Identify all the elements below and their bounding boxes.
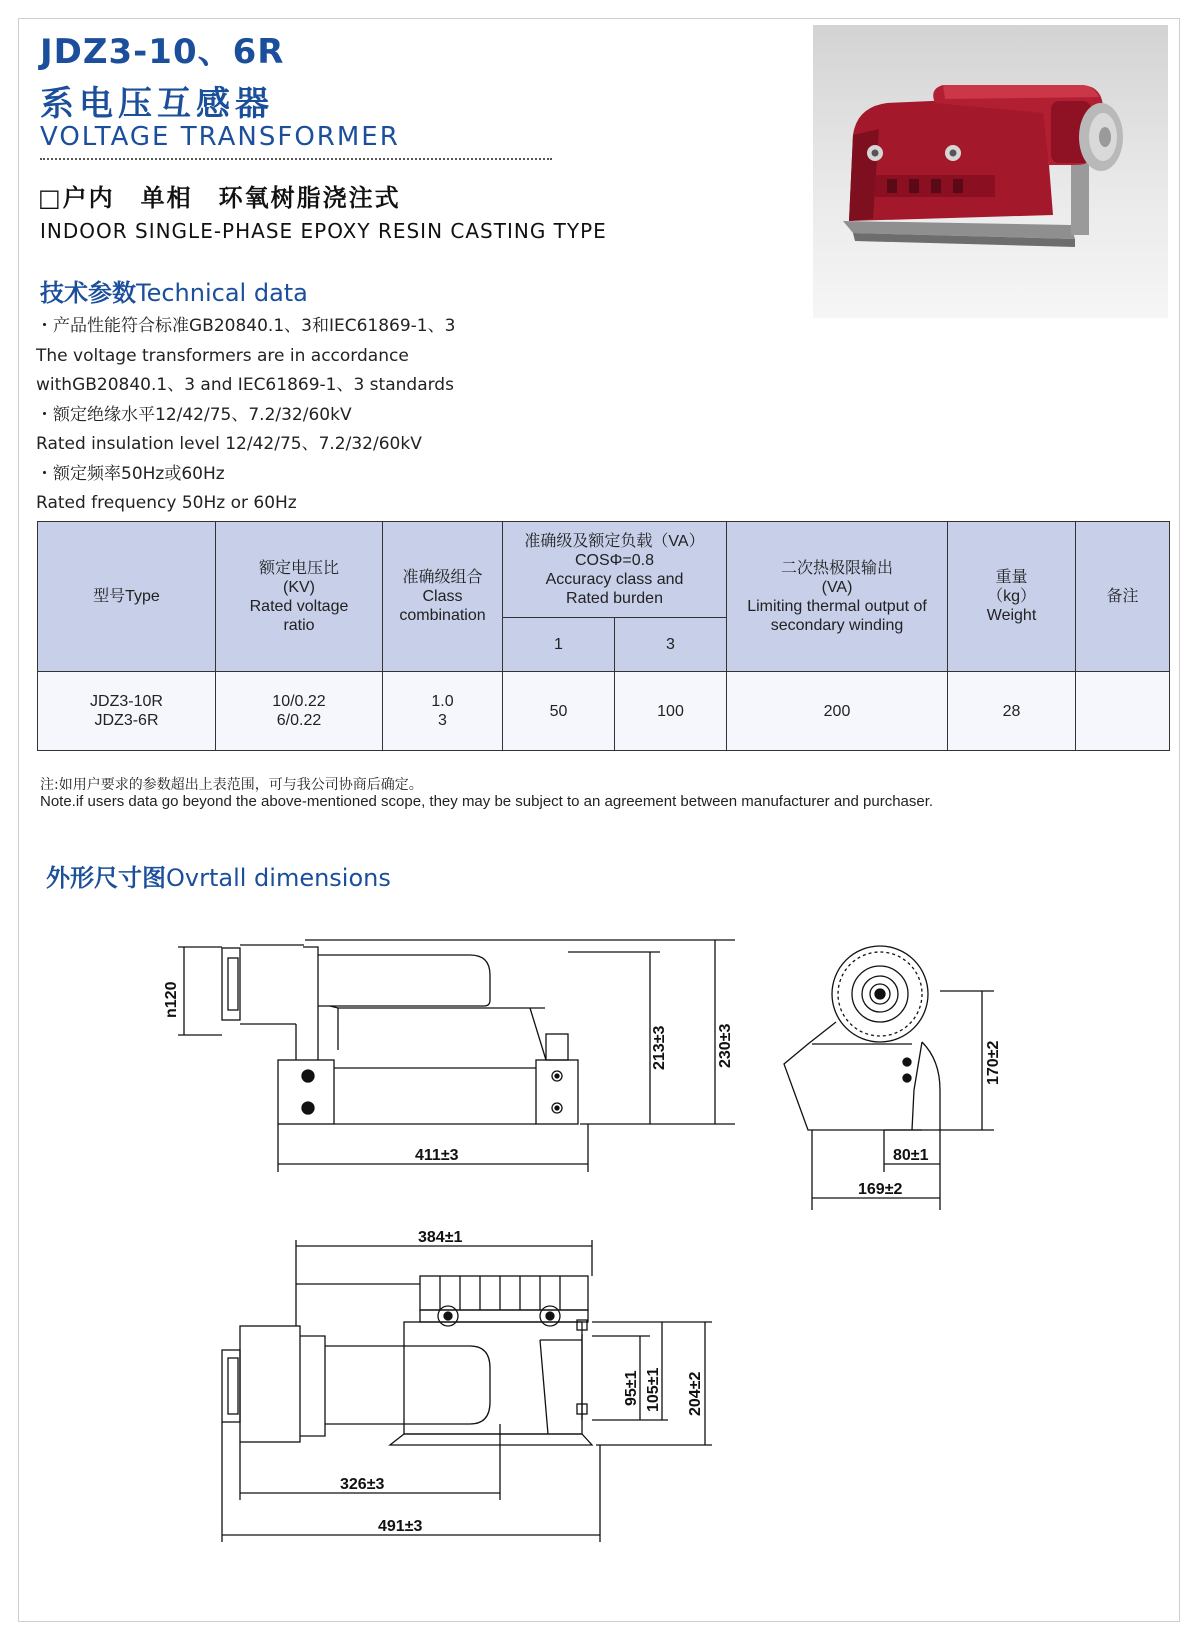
th-remark: 备注 bbox=[1076, 522, 1170, 672]
tech-line: Rated insulation level 12/42/75、7.2/32/60kV bbox=[36, 434, 422, 454]
side-view bbox=[784, 946, 994, 1210]
cell-class: 1.0 3 bbox=[383, 672, 503, 751]
th-ratio: 额定电压比 (KV) Rated voltage ratio bbox=[216, 522, 383, 672]
dimensions-heading-en: Ovrtall dimensions bbox=[166, 864, 391, 892]
th-class: 准确级组合 Class combination bbox=[383, 522, 503, 672]
cell-ratio: 10/0.22 6/0.22 bbox=[216, 672, 383, 751]
th-weight: 重量 （kg） Weight bbox=[948, 522, 1076, 672]
label-326: 326±3 bbox=[340, 1476, 385, 1493]
th-accuracy-3: 3 bbox=[615, 618, 727, 672]
tech-line: Rated frequency 50Hz or 60Hz bbox=[36, 493, 297, 513]
title-en: VOLTAGE TRANSFORMER bbox=[40, 122, 400, 152]
th-accuracy-1: 1 bbox=[503, 618, 615, 672]
type-cn: □户内 单相 环氧树脂浇注式 bbox=[38, 184, 401, 212]
tech-line: ・产品性能符合标准GB20840.1、3和IEC61869-1、3 bbox=[36, 316, 456, 336]
note-cn: 注:如用户要求的参数超出上表范围，可与我公司协商后确定。 bbox=[40, 777, 423, 793]
label-n120: n120 bbox=[163, 981, 180, 1018]
cell-burden-3: 100 bbox=[615, 672, 727, 751]
th-type: 型号Type bbox=[38, 522, 216, 672]
tech-heading-cn: 技术参数 bbox=[40, 279, 136, 307]
tech-line: withGB20840.1、3 and IEC61869-1、3 standards bbox=[36, 375, 454, 395]
th-thermal: 二次热极限输出 (VA) Limiting thermal output of secondary winding bbox=[727, 522, 948, 672]
tech-line: ・额定频率50Hz或60Hz bbox=[36, 463, 225, 484]
cell-burden-1: 50 bbox=[503, 672, 615, 751]
dimension-labels bbox=[163, 981, 1002, 1535]
tech-heading-en: Technical data bbox=[136, 279, 308, 307]
label-169: 169±2 bbox=[858, 1181, 903, 1198]
th-accuracy: 准确级及额定负载（VA） COSΦ=0.8 Accuracy class and Rated burden bbox=[503, 522, 727, 618]
title-cn: 系电压互感器 bbox=[40, 84, 274, 124]
label-105: 105±1 bbox=[645, 1367, 662, 1412]
label-204: 204±2 bbox=[687, 1371, 704, 1416]
cell-weight: 28 bbox=[948, 672, 1076, 751]
type-en: INDOOR SINGLE-PHASE EPOXY RESIN CASTING TYPE bbox=[40, 219, 607, 243]
label-491: 491±3 bbox=[378, 1518, 423, 1535]
cell-thermal: 200 bbox=[727, 672, 948, 751]
dimensions-heading-cn: 外形尺寸图 bbox=[46, 864, 166, 892]
product-code: JDZ3-10、6R bbox=[40, 32, 285, 72]
tech-line: The voltage transformers are in accordance bbox=[36, 345, 409, 366]
label-384: 384±1 bbox=[418, 1229, 463, 1246]
label-80: 80±1 bbox=[893, 1147, 929, 1164]
note-en: Note.if users data go beyond the above-mentioned scope, they may be subject to an agreement between manufacturer and purchaser. bbox=[40, 793, 934, 810]
label-213: 213±3 bbox=[651, 1025, 668, 1070]
cell-type: JDZ3-10R JDZ3-6R bbox=[38, 672, 216, 751]
tech-line: ・额定绝缘水平12/42/75、7.2/32/60kV bbox=[36, 404, 352, 425]
label-230: 230±3 bbox=[717, 1023, 734, 1068]
label-95: 95±1 bbox=[623, 1370, 640, 1406]
label-170: 170±2 bbox=[985, 1040, 1002, 1085]
label-411: 411±3 bbox=[415, 1147, 459, 1164]
